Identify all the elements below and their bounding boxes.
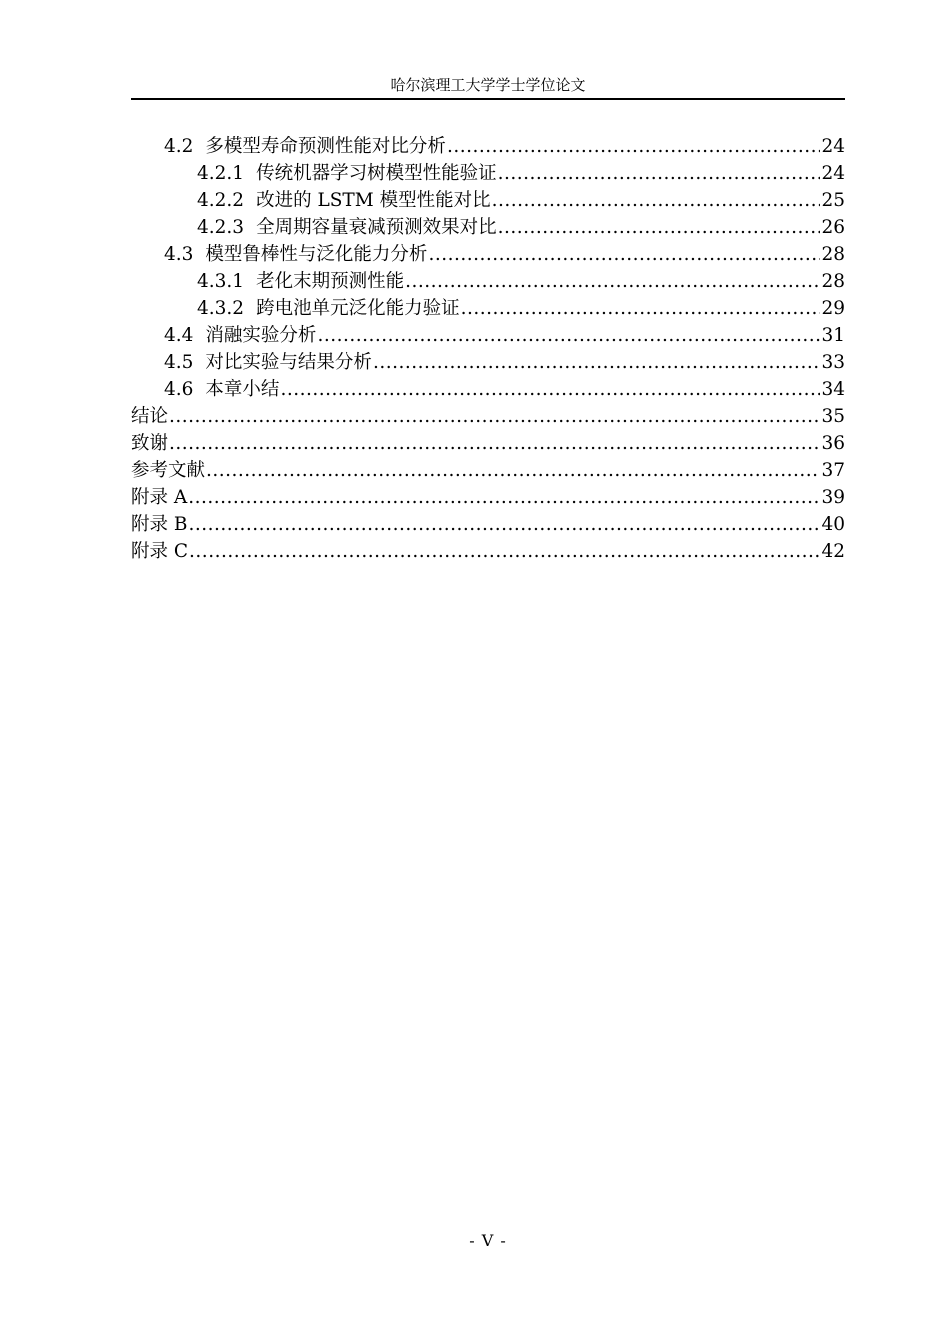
toc-leader-dots [492,187,821,214]
toc-entry-page: 31 [821,325,845,346]
toc-entry-title: 结论 [131,406,169,427]
toc-entry-title: 消融实验分析 [205,325,317,346]
toc-entry[interactable] [131,349,845,376]
toc-leader-dots [188,511,820,538]
toc-leader-dots [405,268,820,295]
toc-entry[interactable] [131,295,845,322]
toc-entry-page: 25 [821,190,845,211]
toc-entry-title: 附录 A [131,487,188,508]
toc-leader-dots [498,214,821,241]
toc-entry-page: 28 [821,271,845,292]
toc-leader-dots [189,538,820,565]
toc-entry[interactable] [131,376,845,403]
toc-entry-number: 4.2.3 [197,217,245,238]
toc-entry-page: 24 [821,136,845,157]
toc-entry-page: 37 [821,460,845,481]
toc-entry[interactable] [131,241,845,268]
toc-leader-dots [447,133,821,160]
toc-entry[interactable] [131,160,845,187]
toc-entry-page: 29 [821,298,845,319]
toc-entry-title: 附录 C [131,541,189,562]
toc-entry-number: 4.2.1 [197,163,245,184]
toc-entry-number: 4.3.2 [197,298,245,319]
toc-entry-title: 老化末期预测性能 [256,271,405,292]
page-number: - V - [469,1231,507,1250]
toc-entry-title: 模型鲁棒性与泛化能力分析 [205,244,428,265]
toc-entry-title: 本章小结 [205,379,280,400]
toc-entry-page: 28 [821,244,845,265]
toc-entry-title: 致谢 [131,433,169,454]
toc-entry-number: 4.2.2 [197,190,245,211]
toc-entry[interactable] [131,214,845,241]
toc-entry[interactable] [131,484,845,511]
toc-entry[interactable] [131,187,845,214]
toc-entry[interactable] [131,538,845,565]
toc-leader-dots [498,160,821,187]
toc-entry-title: 附录 B [131,514,188,535]
toc-entry-number: 4.4 [164,325,194,346]
toc-entry-title: 全周期容量衰减预测效果对比 [256,217,497,238]
toc-leader-dots [206,457,820,484]
toc-entry-page: 36 [821,433,845,454]
toc-entry[interactable] [131,457,845,484]
toc-entry-page: 40 [821,514,845,535]
toc-leader-dots [373,349,821,376]
toc-leader-dots [317,322,820,349]
toc-entry[interactable] [131,133,845,160]
toc-entry[interactable] [131,268,845,295]
toc-leader-dots [188,484,820,511]
toc-entry-page: 39 [821,487,845,508]
toc-entry[interactable] [131,403,845,430]
toc-entry-number: 4.6 [164,379,194,400]
toc-leader-dots [428,241,820,268]
toc-entry-title: 多模型寿命预测性能对比分析 [205,136,446,157]
toc-leader-dots [169,430,820,457]
toc-entry-title: 跨电池单元泛化能力验证 [256,298,460,319]
toc-leader-dots [461,295,821,322]
toc-entry[interactable] [131,430,845,457]
toc-entry-title: 改进的 LSTM 模型性能对比 [256,190,491,211]
toc-leader-dots [280,376,820,403]
toc-entry-page: 26 [821,217,845,238]
toc-entry-number: 4.2 [164,136,194,157]
toc-entry-number: 4.3 [164,244,194,265]
header-rule [131,98,845,100]
toc-entry-page: 35 [821,406,845,427]
toc-entry-number: 4.3.1 [197,271,245,292]
page-header: 哈尔滨理工大学学士学位论文 [390,76,586,94]
toc-entry-page: 42 [821,541,845,562]
toc-entry-page: 34 [821,379,845,400]
toc-entry-title: 对比实验与结果分析 [205,352,372,373]
toc-entry-title: 参考文献 [131,460,206,481]
toc-entry-page: 33 [821,352,845,373]
toc-entry-title: 传统机器学习树模型性能验证 [256,163,497,184]
table-of-contents [131,133,845,565]
toc-entry[interactable] [131,322,845,349]
toc-leader-dots [169,403,820,430]
toc-entry-number: 4.5 [164,352,194,373]
toc-entry[interactable] [131,511,845,538]
toc-entry-page: 24 [821,163,845,184]
